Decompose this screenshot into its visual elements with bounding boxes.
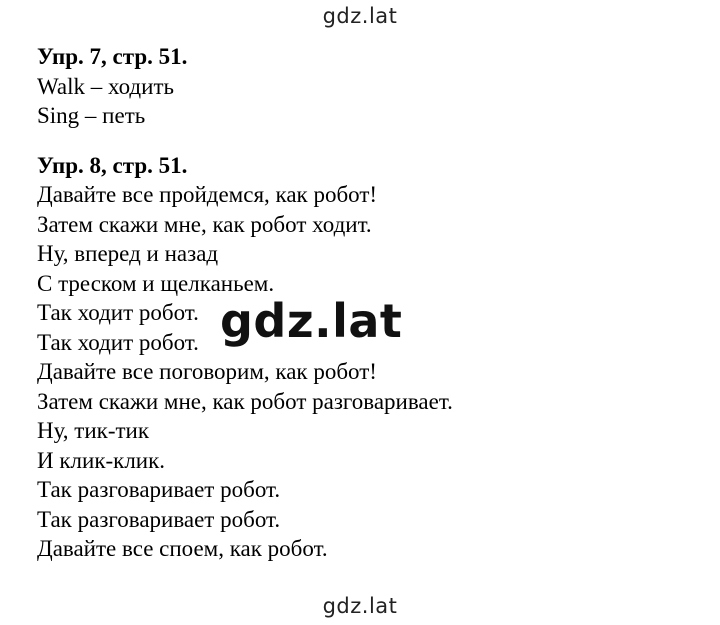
exercise-8-line: Затем скажи мне, как робот ходит. xyxy=(37,211,372,237)
exercise-8-line: И клик-клик. xyxy=(37,447,166,473)
exercise-8-line: Давайте все поговорим, как робот! xyxy=(37,359,377,384)
exercise-8-line: Затем скажи мне, как робот разговаривает. xyxy=(37,388,453,414)
exercise-8-line: Ну, тик-тик xyxy=(37,418,150,443)
watermark-bottom: gdz.lat xyxy=(322,594,398,618)
watermark-top: gdz.lat xyxy=(322,4,398,28)
exercise-8-line: Так разговаривает робот. xyxy=(37,506,281,532)
exercise-8-line: Так ходит робот. xyxy=(37,329,199,355)
exercise-8-line: Так разговаривает робот. xyxy=(37,477,281,502)
exercise-7-line: Sing – петь xyxy=(37,103,146,128)
watermark-center: gdz.lat xyxy=(216,296,406,347)
exercise-8-line: Так ходит робот. xyxy=(37,300,199,325)
section-gap xyxy=(37,131,453,151)
exercise-8-line: Ну, вперед и назад xyxy=(37,241,219,266)
exercise-8-line: Давайте все пройдемся, как робот! xyxy=(37,182,378,207)
exercise-7-heading: Упр. 7, стр. 51. xyxy=(37,44,188,69)
exercise-8-heading: Упр. 8, стр. 51. xyxy=(37,152,188,178)
exercise-8-line: Давайте все споем, как робот. xyxy=(37,536,328,561)
exercise-7-line: Walk – ходить xyxy=(37,73,174,99)
exercise-8-line: С треском и щелканьем. xyxy=(37,270,275,296)
